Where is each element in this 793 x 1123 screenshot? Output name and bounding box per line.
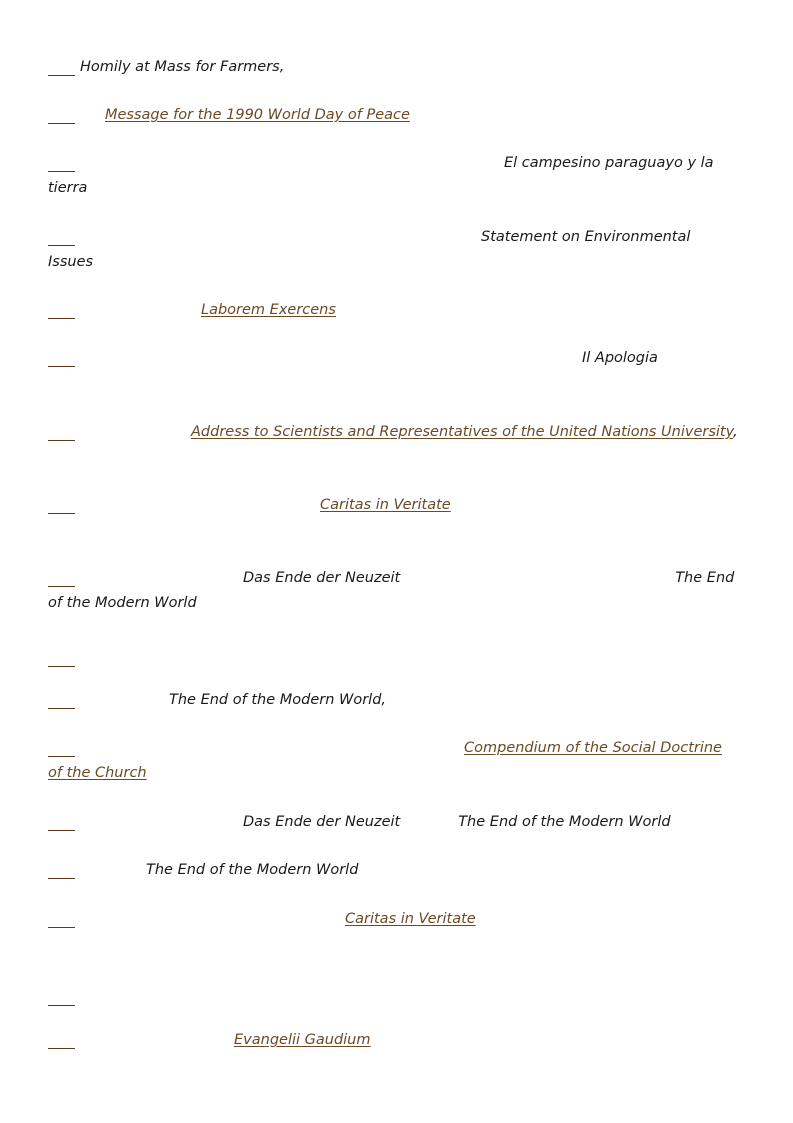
footnote-link[interactable]: Caritas in Veritate xyxy=(345,911,476,927)
footnote-5 xyxy=(48,298,740,323)
footnote-rule xyxy=(48,420,75,445)
footnote-rule xyxy=(48,646,75,671)
footnote-rule xyxy=(48,858,75,883)
footnote-text: El campesino paraguayo y la tierra xyxy=(48,155,714,196)
footnote-rule xyxy=(48,55,75,80)
footnote-rule xyxy=(48,493,75,518)
footnote-17 xyxy=(48,1028,740,1053)
footnote-rule xyxy=(48,103,75,128)
footnote-text: Statement on Environmental Issues xyxy=(48,229,691,270)
footnote-16 xyxy=(48,985,740,1010)
footnote-rule xyxy=(48,688,75,713)
footnote-8 xyxy=(48,493,740,518)
footnote-rule xyxy=(48,736,75,761)
footnote-13 xyxy=(48,810,740,835)
footnote-link[interactable]: Message for the 1990 World Day of Peace xyxy=(105,107,410,123)
footnote-link[interactable]: Caritas in Veritate xyxy=(320,497,451,513)
footnote-3 xyxy=(48,151,740,201)
footnote-14 xyxy=(48,858,740,883)
footnote-1 xyxy=(48,55,740,80)
footnote-rule xyxy=(48,1028,75,1053)
footnote-rule xyxy=(48,151,75,176)
footnote-12 xyxy=(48,736,740,786)
footnote-punctuation: , xyxy=(733,424,738,440)
footnote-text: Il Apologia xyxy=(582,350,658,366)
footnote-link[interactable]: Compendium of the Social Doctrine of the Church xyxy=(48,740,722,781)
footnote-text-2: The End of the Modern World xyxy=(458,814,671,830)
footnote-rule xyxy=(48,907,75,932)
footnote-6 xyxy=(48,346,740,371)
footnote-rule xyxy=(48,298,75,323)
footnote-rule xyxy=(48,566,75,591)
footnote-rule xyxy=(48,985,75,1010)
footnote-link[interactable]: Laborem Exercens xyxy=(201,302,336,318)
footnote-text: Das Ende der Neuzeit xyxy=(243,570,401,586)
footnote-text: The End of the Modern World, xyxy=(169,692,387,708)
footnote-text: Homily at Mass for Farmers, xyxy=(80,59,285,75)
footnote-9 xyxy=(48,566,740,616)
footnote-10 xyxy=(48,646,740,671)
footnote-11 xyxy=(48,688,740,713)
footnote-text: The End of the Modern World xyxy=(146,862,359,878)
footnote-2 xyxy=(48,103,740,128)
footnote-15 xyxy=(48,907,740,932)
footnote-4 xyxy=(48,225,740,275)
footnote-text-2: The End of the Modern World xyxy=(48,570,735,611)
footnote-text: Das Ende der Neuzeit xyxy=(243,814,401,830)
footnote-7 xyxy=(48,420,740,445)
footnote-link[interactable]: Evangelii Gaudium xyxy=(234,1032,371,1048)
footnote-rule xyxy=(48,346,75,371)
footnote-rule xyxy=(48,225,75,250)
footnote-rule xyxy=(48,810,75,835)
footnote-link[interactable]: Address to Scientists and Representatives of the United Nations University xyxy=(191,424,734,440)
